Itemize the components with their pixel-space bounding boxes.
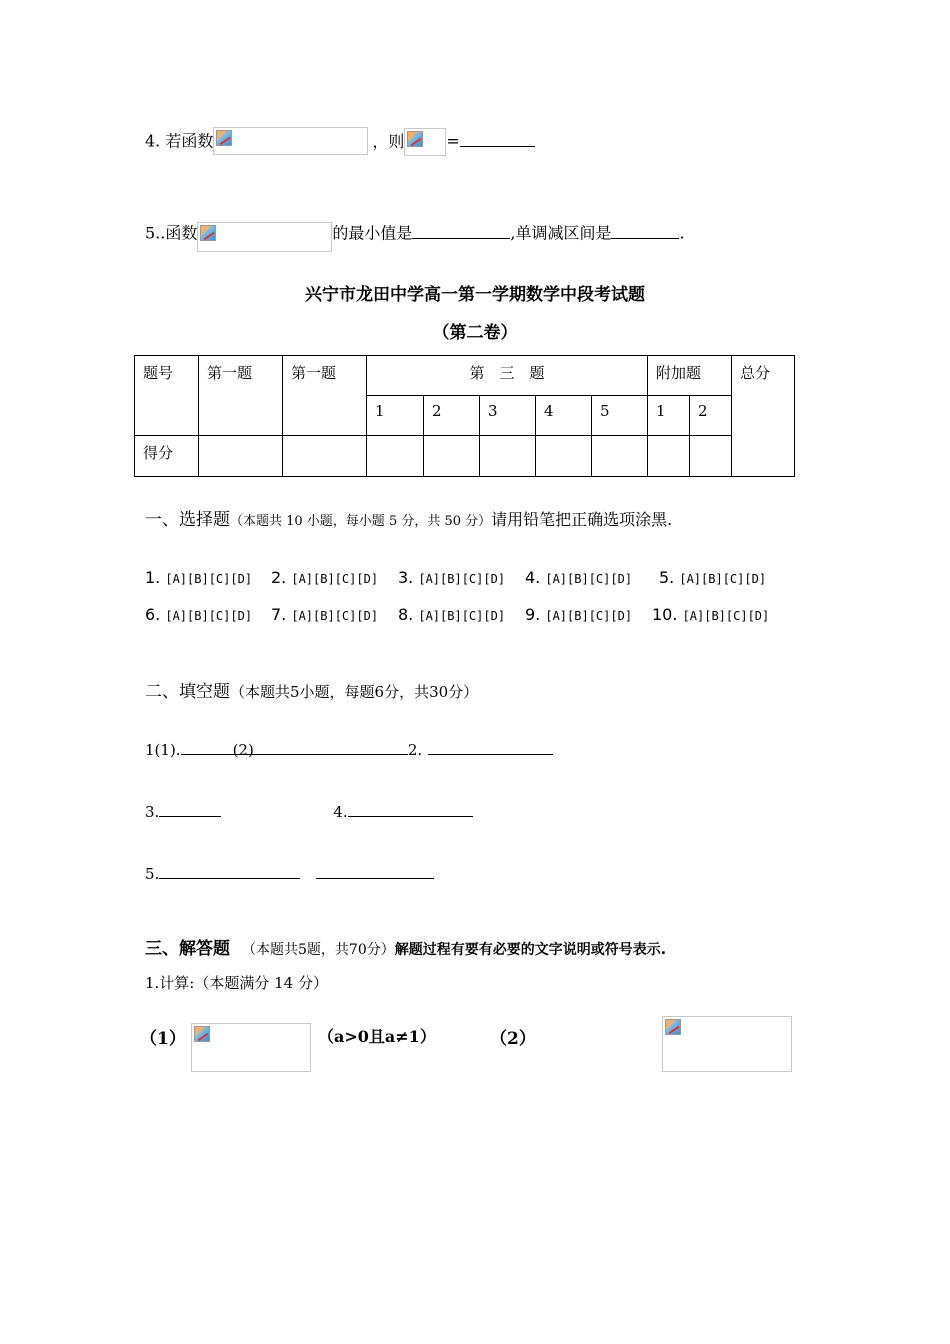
fill-line-2 [145,802,473,821]
score-cell[interactable] [648,436,690,477]
score-cell[interactable] [592,436,648,477]
formula-image [197,222,332,252]
score-cell[interactable] [480,436,536,477]
choice-item[interactable]: 4. [A][B][C][D] [525,568,633,587]
score-cell[interactable] [199,436,283,477]
blank-label: (2) [232,741,254,759]
section-3-title: 三、解答题 [145,939,230,959]
answer-blank[interactable] [348,802,473,817]
q5-prefix: 5..函数 [145,223,198,243]
q5-mid2: ,单调减区间是 [510,223,612,243]
choice-row-2 [145,605,769,624]
section-2-heading [145,677,478,702]
sub-header: 5 [592,396,648,436]
question-4 [145,128,535,156]
section-1-title: 一、选择题 [145,510,230,530]
answer-blank[interactable] [460,132,535,147]
formula-image [662,1016,792,1072]
header-extra: 附加题 [648,356,732,396]
sub-header: 3 [480,396,536,436]
score-table [134,355,795,477]
broken-image-icon [216,130,232,146]
q4-mid: ，则 [372,131,405,151]
broken-image-icon [194,1026,210,1042]
choice-item[interactable]: 8. [A][B][C][D] [398,605,506,624]
q5-end: . [679,223,685,243]
calc-part-2-label: （2） [490,1029,536,1049]
broken-image-icon [200,225,216,241]
score-cell[interactable] [367,436,424,477]
choice-item[interactable]: 6. [A][B][C][D] [145,605,253,624]
header-total: 总分 [732,356,795,477]
sub-header: 4 [536,396,592,436]
answer-blank[interactable] [428,740,553,755]
header-q2: 第一题 [283,356,367,436]
blank-label: 2. [407,741,423,759]
q4-prefix: 4. 若函数 [145,131,214,151]
section-2-title: 二、填空题 [145,682,230,702]
blank-label: 5. [145,865,160,883]
formula-image [404,128,446,156]
section-1-heading [145,505,672,530]
fill-line-3 [145,864,434,883]
blank-label: 4. [333,803,348,821]
q4-suffix: = [446,131,460,151]
question-5 [145,216,685,252]
score-cell[interactable] [690,436,732,477]
blank-label: 1(1). [145,741,181,759]
header-number: 题号 [135,356,199,436]
score-cell[interactable] [424,436,480,477]
section-3-note: （本题共5题，共70分） [242,942,395,958]
header-q1: 第一题 [199,356,283,436]
score-label: 得分 [135,436,199,477]
fill-line-1 [145,740,553,759]
broken-image-icon [407,131,423,147]
calc-part-1-label: （1） [140,1029,186,1049]
answer-blank[interactable] [254,740,408,755]
answer-blank[interactable] [159,802,221,817]
sub-header: 2 [690,396,732,436]
page-title: 兴宁市龙田中学高一第一学期数学中段考试题 [305,285,645,305]
answer-blank[interactable] [412,224,510,239]
blank-label: 3. [145,803,160,821]
calc-question-label: 1.计算:（本题满分 14 分） [145,974,328,992]
answer-blank[interactable] [159,864,300,879]
choice-item[interactable]: 10. [A][B][C][D] [652,605,770,624]
section-1-note: （本题共 10 小题，每小题 5 分，共 50 分） [230,514,492,529]
sub-header: 1 [648,396,690,436]
section-3-instruction: 解题过程有要有必要的文字说明或符号表示. [394,942,667,958]
score-cell[interactable] [536,436,592,477]
section-3-heading [145,934,666,959]
formula-image [191,1023,311,1072]
answer-blank[interactable] [611,224,679,239]
choice-item[interactable]: 3. [A][B][C][D] [398,568,506,587]
sub-header: 2 [424,396,480,436]
section-1-instruction: 请用铅笔把正确选项涂黑. [491,510,673,529]
choice-item[interactable]: 2. [A][B][C][D] [271,568,379,587]
formula-image [213,127,368,155]
page-subtitle: （第二卷） [432,323,518,343]
score-cell[interactable] [283,436,367,477]
choice-item[interactable]: 1. [A][B][C][D] [145,568,253,587]
choice-row-1 [145,568,766,587]
broken-image-icon [665,1019,681,1035]
header-q3: 第 三 题 [367,356,648,396]
choice-item[interactable]: 7. [A][B][C][D] [271,605,379,624]
sub-header: 1 [367,396,424,436]
answer-blank[interactable] [316,864,434,879]
q5-mid: 的最小值是 [332,223,413,243]
choice-item[interactable]: 5. [A][B][C][D] [659,568,767,587]
choice-item[interactable]: 9. [A][B][C][D] [525,605,633,624]
calc-condition: （a>0且a≠1） [318,1027,436,1046]
section-2-note: （本题共5小题，每题6分，共30分） [230,683,479,701]
